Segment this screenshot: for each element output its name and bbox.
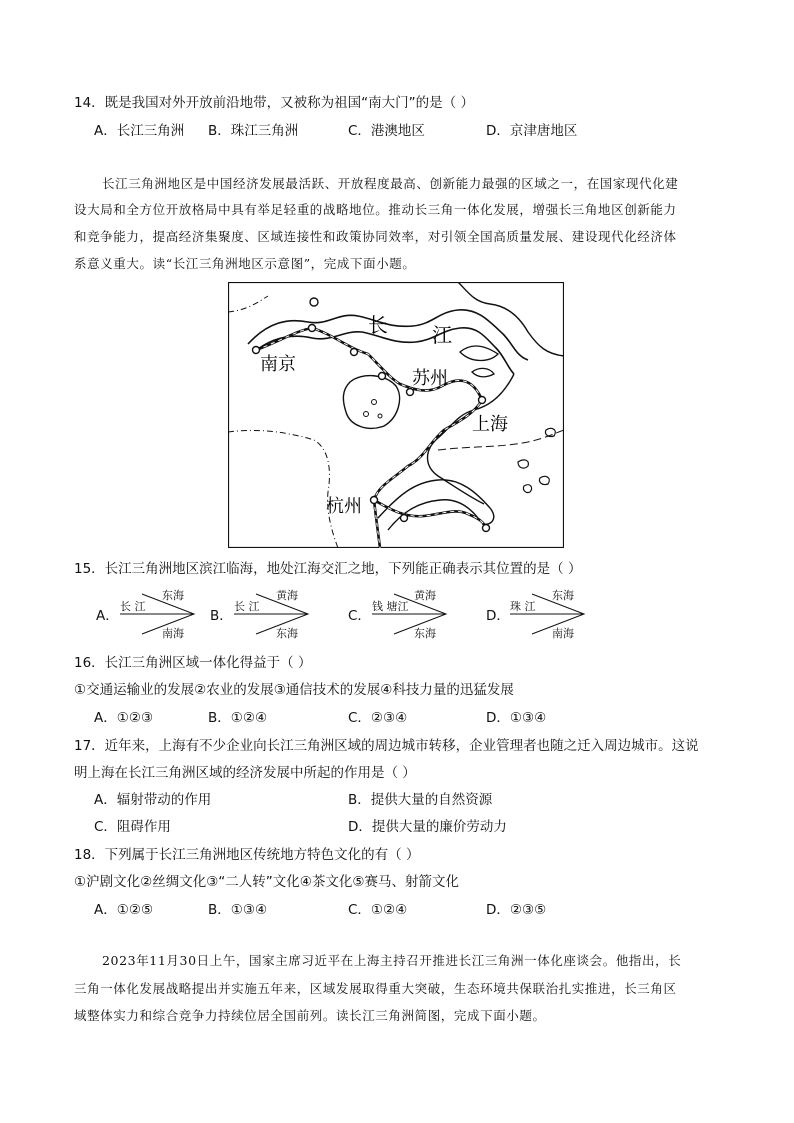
map-graphic [228, 282, 564, 548]
q15-option-a-letter[interactable]: A． [96, 608, 119, 624]
q15-d-bottom: 南海 [552, 627, 574, 640]
passage1-line-1: 长江三角洲地区是中国经济发展最活跃、开放程度最高、创新能力最强的区域之一，在国家现代化建 [102, 176, 679, 191]
q18-stem: 18．下列属于长江三角洲地区传统地方特色文化的有（ ） [74, 847, 420, 863]
q15-option-a-diagram[interactable] [118, 586, 198, 642]
q15-option-c-diagram[interactable] [370, 586, 450, 642]
q15-option-b-letter[interactable]: B． [210, 608, 233, 624]
q16-option-a[interactable]: A．①②③ [94, 710, 154, 726]
q18-items: ①沪剧文化②丝绸文化③“二人转”文化④茶文化⑤赛马、射箭文化 [74, 874, 459, 890]
estuary-diagram-icon [370, 586, 450, 642]
yangtze-delta-map [228, 282, 564, 548]
map-label-shanghai: 上海 [472, 414, 508, 435]
q15-c-top: 黄海 [414, 589, 436, 602]
map-label-hangzhou: 杭州 [326, 496, 362, 517]
q16-option-c[interactable]: C．②③④ [348, 710, 408, 726]
q14-option-b[interactable]: B．珠江三角洲 [208, 123, 299, 139]
q15-a-river: 长 江 [120, 600, 146, 613]
q17-option-c[interactable]: C．阻碍作用 [94, 819, 171, 835]
q15-option-d-letter[interactable]: D． [486, 608, 510, 624]
q14-option-c[interactable]: C．港澳地区 [348, 123, 425, 139]
passage2-line-2: 三角一体化发展战略提出并实施五年来，区域发展取得重大突破，生态环境共保联治扎实推进，长三角区 [74, 981, 677, 996]
passage2-line-1: 2023年11月30日上午，国家主席习近平在上海主持召开推进长江三角洲一体化座谈会。他指出，长 [102, 953, 682, 968]
q18-option-a[interactable]: A．①②⑤ [94, 902, 154, 918]
passage1-line-2: 设大局和全方位开放格局中具有举足轻重的战略地位。推动长三角一体化发展，增强长三角地区创新能力 [74, 202, 677, 217]
estuary-diagram-icon [232, 586, 312, 642]
q16-option-d[interactable]: D．①③④ [486, 710, 547, 726]
passage1-line-3: 和竞争能力，提高经济集聚度、区域连接性和政策协同效率，对引领全国高质量发展、建设现代化经济体 [74, 229, 677, 244]
q15-d-river: 珠 江 [510, 600, 536, 613]
estuary-diagram-icon [508, 586, 588, 642]
q14-option-d[interactable]: D．京津唐地区 [486, 123, 578, 139]
q18-option-c[interactable]: C．①②④ [348, 902, 408, 918]
q14-stem: 14．既是我国对外开放前沿地带，又被称为祖国“南大门”的是（ ） [74, 95, 474, 111]
q17-stem-line-1: 17．近年来，上海有不少企业向长江三角洲区域的周边城市转移，企业管理者也随之迁入周边城市。这说 [74, 738, 699, 754]
q17-option-b[interactable]: B．提供大量的自然资源 [348, 792, 493, 808]
map-label-nanjing: 南京 [260, 354, 296, 375]
q14-option-a[interactable]: A．长江三角洲 [94, 123, 185, 139]
map-label-suzhou: 苏州 [412, 368, 448, 389]
passage2-line-3: 域整体实力和综合竞争力持续位居全国前列。读长江三角洲简图，完成下面小题。 [74, 1008, 546, 1023]
q15-a-bottom: 南海 [162, 627, 184, 640]
q16-option-b[interactable]: B．①②④ [208, 710, 268, 726]
map-label-jiang: 江 [432, 323, 452, 347]
q15-option-d-diagram[interactable] [508, 586, 588, 642]
q16-stem: 16．长江三角洲区域一体化得益于（ ） [74, 655, 312, 671]
q15-b-top: 黄海 [276, 589, 298, 602]
q16-items: ①交通运输业的发展②农业的发展③通信技术的发展④科技力量的迅猛发展 [74, 682, 514, 698]
q15-option-c-letter[interactable]: C． [348, 608, 371, 624]
q18-option-d[interactable]: D．②③⑤ [486, 902, 547, 918]
q17-option-d[interactable]: D．提供大量的廉价劳动力 [348, 819, 507, 835]
q15-d-top: 东海 [552, 589, 574, 602]
q17-stem-line-2: 明上海在长江三角洲区域的经济发展中所起的作用是（ ） [74, 765, 416, 781]
q15-c-bottom: 东海 [414, 627, 436, 640]
q15-a-top: 东海 [162, 589, 184, 602]
passage1-line-4: 系意义重大。读“长江三角洲地区示意图”，完成下面小题。 [74, 256, 416, 271]
q15-b-bottom: 东海 [276, 627, 298, 640]
map-label-chang: 长 [368, 313, 388, 337]
q17-option-a[interactable]: A．辐射带动的作用 [94, 792, 212, 808]
estuary-diagram-icon [118, 586, 198, 642]
q15-stem: 15．长江三角洲地区滨江临海，地处江海交汇之地，下列能正确表示其位置的是（ ） [74, 561, 582, 577]
q15-c-river: 钱 塘江 [372, 600, 409, 613]
q15-b-river: 长 江 [234, 600, 260, 613]
q18-option-b[interactable]: B．①③④ [208, 902, 268, 918]
q15-option-b-diagram[interactable] [232, 586, 312, 642]
